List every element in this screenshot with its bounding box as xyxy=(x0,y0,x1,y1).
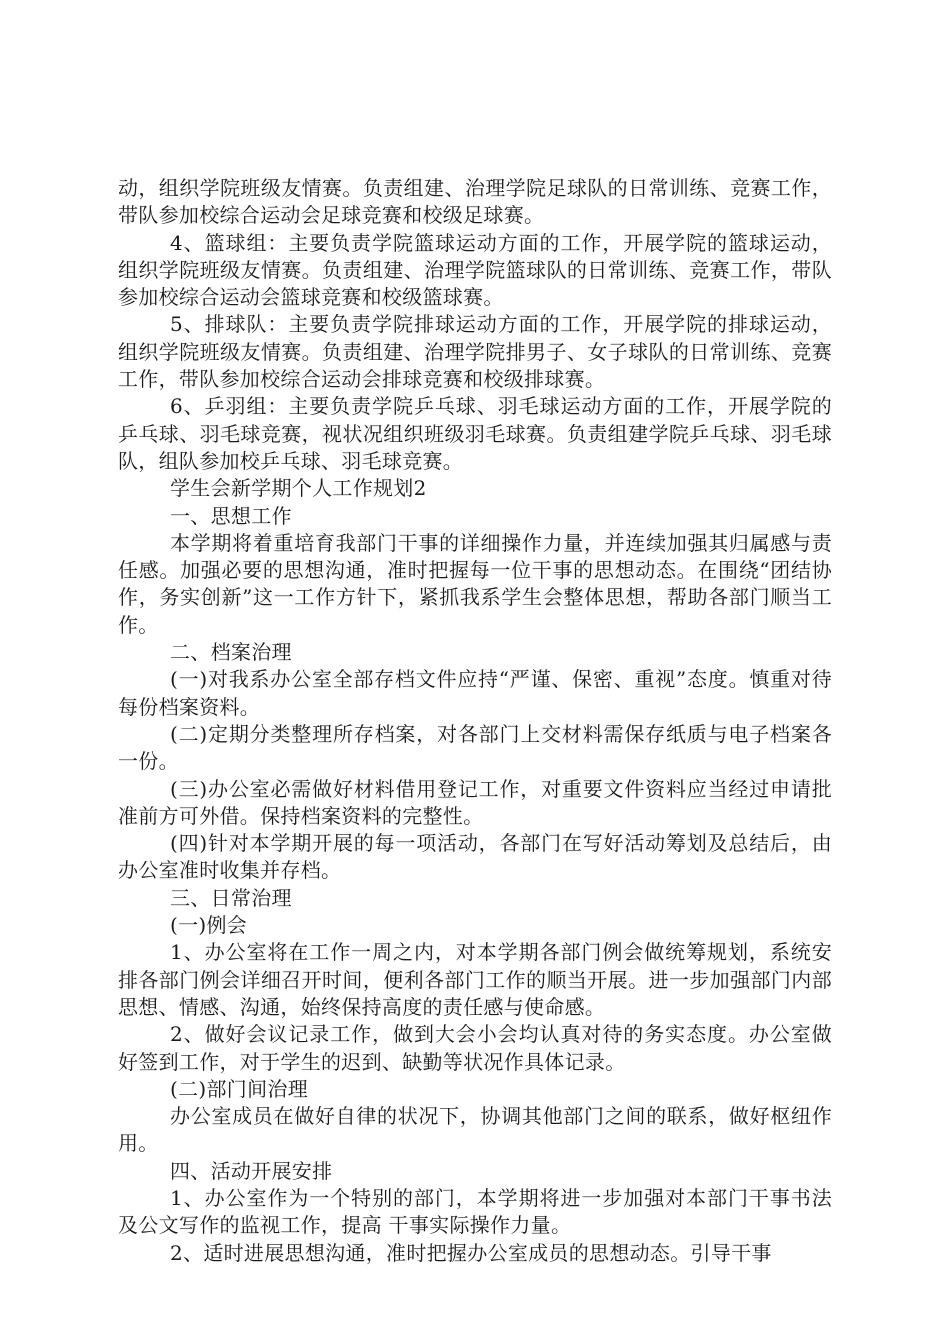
paragraph-volleyball-team: 5、排球队：主要负责学院排球运动方面的工作，开展学院的排球运动，组织学院班级友情赛。负责组建、治理学院排男子、女子球队的日常训练、竞赛工作，带队参加校综合运动会排球竞赛和校级排球赛。 xyxy=(118,312,832,392)
paragraph-badminton-pingpong-group: 6、乒羽组：主要负责学院乒乓球、羽毛球运动方面的工作，开展学院的乒乓球、羽毛球竞赛，视状况组织班级羽毛球赛。负责组建学院乒乓球、羽毛球队，组队参加校乒乓球、羽毛球竞赛。 xyxy=(118,394,832,473)
section-title-plan-2: 学生会新学期个人工作规划2 xyxy=(170,476,427,501)
paragraph-meeting-1: 1、办公室将在工作一周之内，对本学期各部门例会做统筹规划，系统安排各部门例会详细召开时间，便利各部门工作的顺当开展。进一步加强部门内部思想、情感、沟通，始终保持高度的责任感与使命感。 xyxy=(118,940,832,1019)
paragraph-activity-1: 1、办公室作为一个特别的部门，本学期将进一步加强对本部门干事书法及公文写作的监视工作，提高 干事实际操作力量。 xyxy=(118,1185,832,1238)
subheading-inter-department: (二)部门间治理 xyxy=(170,1076,309,1101)
paragraph-inter-department: 办公室成员在做好自律的状况下，协调其他部门之间的联系，做好枢纽作用。 xyxy=(118,1104,832,1156)
paragraph-activity-2: 2、适时进展思想沟通，准时把握办公室成员的思想动态。引导干事 xyxy=(170,1240,772,1265)
heading-daily-management: 三、日常治理 xyxy=(170,885,292,910)
paragraph-archive-1: (一)对我系办公室全部存档文件应持“严谨、保密、重视”态度。慎重对待每份档案资料。 xyxy=(118,667,832,719)
paragraph-basketball-group: 4、篮球组：主要负责学院篮球运动方面的工作，开展学院的篮球运动，组织学院班级友情赛。负责组建、治理学院篮球队的日常训练、竞赛工作，带队参加校综合运动会篮球竞赛和校级篮球赛。 xyxy=(118,230,832,310)
paragraph-archive-3: (三)办公室必需做好材料借用登记工作，对重要文件资料应当经过申请批准前方可外借。保持档案资料的完整性。 xyxy=(118,776,832,828)
paragraph-archive-2: (二)定期分类整理所存档案，对各部门上交材料需保存纸质与电子档案各一份。 xyxy=(118,721,832,774)
paragraph-meeting-2: 2、做好会议记录工作，做到大会小会均认真对待的务实态度。办公室做好签到工作，对于学生的迟到、缺勤等状况作具体记录。 xyxy=(118,1022,832,1074)
paragraph-football-continued: 动，组织学院班级友情赛。负责组建、治理学院足球队的日常训练、竞赛工作，带队参加校综合运动会足球竞赛和校级足球赛。 xyxy=(118,176,832,228)
subheading-regular-meeting: (一)例会 xyxy=(170,913,248,938)
document-body xyxy=(118,175,832,1267)
heading-activity-arrangement: 四、活动开展安排 xyxy=(170,1158,333,1183)
paragraph-archive-4: (四)针对本学期开展的每一项活动，各部门在写好活动筹划及总结后，由办公室准时收集并存档。 xyxy=(118,831,832,883)
paragraph-thought-work: 本学期将着重培育我部门干事的详细操作力量，并连续加强其归属感与责任感。加强必要的思想沟通，准时把握每一位干事的思想动态。在围绕“团结协作，务实创新”这一工作方针下，紧抓我系学生会整体思想，帮助各部门顺当工作。 xyxy=(118,530,832,637)
heading-archive-management: 二、档案治理 xyxy=(170,640,292,665)
heading-thought-work: 一、思想工作 xyxy=(170,503,292,528)
